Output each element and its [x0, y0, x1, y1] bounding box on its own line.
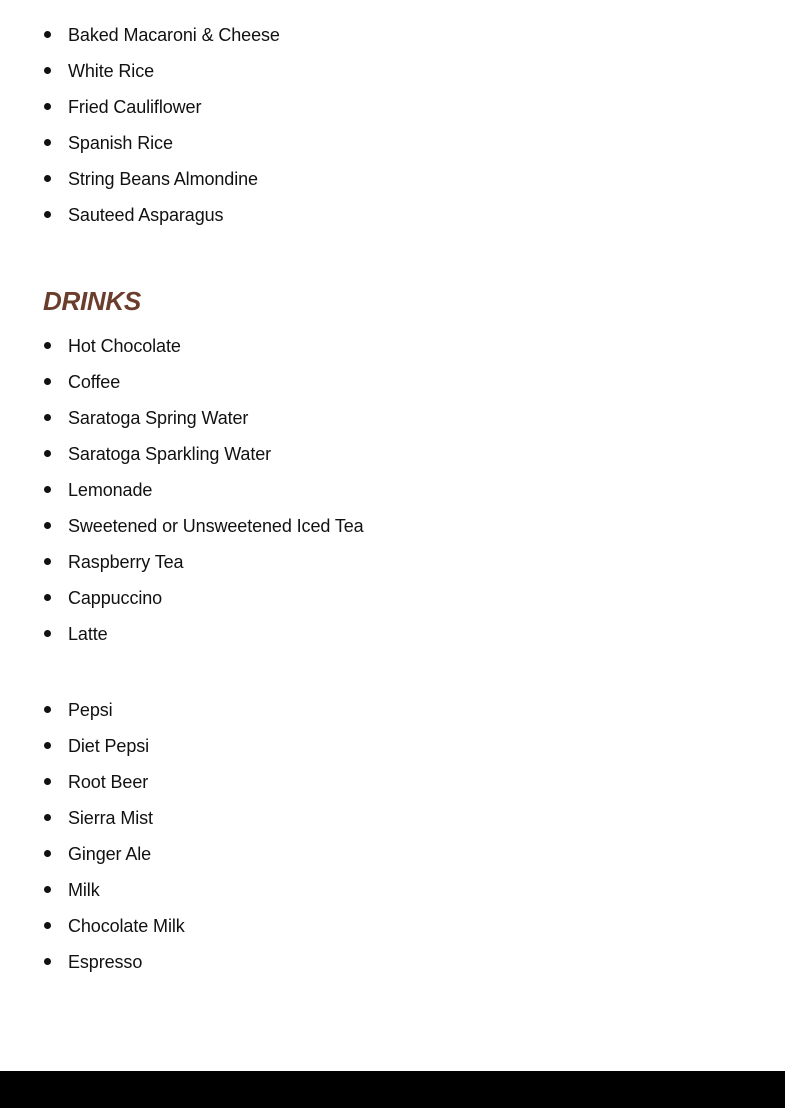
- bullet-icon: [44, 450, 51, 457]
- bullet-icon: [44, 342, 51, 349]
- list-item-label: White Rice: [68, 60, 155, 81]
- bullet-icon: [44, 378, 51, 385]
- list-item-label: Diet Pepsi: [68, 735, 150, 756]
- list-item: [44, 800, 185, 836]
- list-item-label: Hot Chocolate: [68, 335, 181, 356]
- bullet-icon: [44, 486, 51, 493]
- bullet-icon: [44, 103, 51, 110]
- list-item: [44, 400, 364, 436]
- bullet-icon: [44, 886, 51, 893]
- list-item: [44, 872, 185, 908]
- list-item: [44, 616, 364, 652]
- bullet-icon: [44, 211, 51, 218]
- list-item-label: Sauteed Asparagus: [68, 204, 224, 225]
- drinks-list: [44, 328, 364, 652]
- bullet-icon: [44, 558, 51, 565]
- list-item: [44, 125, 280, 161]
- list-item: [44, 161, 280, 197]
- list-item: [44, 728, 185, 764]
- list-item-label: Espresso: [68, 951, 143, 972]
- list-item: [44, 692, 185, 728]
- bullet-icon: [44, 814, 51, 821]
- list-item-label: Coffee: [68, 371, 121, 392]
- list-item: [44, 580, 364, 616]
- bullet-icon: [44, 706, 51, 713]
- list-item: [44, 836, 185, 872]
- drinks-heading: DRINKS: [43, 286, 141, 316]
- list-item-label: Sweetened or Unsweetened Iced Tea: [68, 515, 364, 536]
- bullet-icon: [44, 522, 51, 529]
- list-item: [44, 197, 280, 233]
- list-item-label: Ginger Ale: [68, 843, 152, 864]
- list-item: [44, 472, 364, 508]
- list-item: [44, 508, 364, 544]
- bullet-icon: [44, 175, 51, 182]
- list-item: [44, 944, 185, 980]
- list-item: [44, 17, 280, 53]
- bullet-icon: [44, 31, 51, 38]
- sides-list: [44, 17, 280, 233]
- list-item-label: Sierra Mist: [68, 807, 153, 828]
- list-item: [44, 764, 185, 800]
- bullet-icon: [44, 778, 51, 785]
- list-item-label: Root Beer: [68, 771, 149, 792]
- list-item: [44, 89, 280, 125]
- list-item-label: Fried Cauliflower: [68, 96, 202, 117]
- bullet-icon: [44, 958, 51, 965]
- list-item-label: Chocolate Milk: [68, 915, 185, 936]
- drinks-list-soda: [44, 692, 185, 980]
- list-item-label: Raspberry Tea: [68, 551, 184, 572]
- list-item-label: Saratoga Sparkling Water: [68, 443, 272, 464]
- list-item-label: Milk: [68, 879, 100, 900]
- list-item-label: Latte: [68, 623, 108, 644]
- list-item-label: Saratoga Spring Water: [68, 407, 249, 428]
- list-item-label: Spanish Rice: [68, 132, 173, 153]
- list-item: [44, 908, 185, 944]
- bullet-icon: [44, 594, 51, 601]
- bullet-icon: [44, 850, 51, 857]
- list-item: [44, 328, 364, 364]
- bullet-icon: [44, 139, 51, 146]
- bullet-icon: [44, 630, 51, 637]
- bullet-icon: [44, 742, 51, 749]
- list-item-label: Cappuccino: [68, 587, 163, 608]
- bullet-icon: [44, 414, 51, 421]
- bullet-icon: [44, 922, 51, 929]
- list-item: [44, 53, 280, 89]
- list-item-label: String Beans Almondine: [68, 168, 258, 189]
- list-item: [44, 364, 364, 400]
- list-item: [44, 544, 364, 580]
- list-item-label: Baked Macaroni & Cheese: [68, 24, 280, 45]
- footer-bar: [0, 1071, 785, 1108]
- bullet-icon: [44, 67, 51, 74]
- list-item: [44, 436, 364, 472]
- list-item-label: Lemonade: [68, 479, 153, 500]
- list-item-label: Pepsi: [68, 699, 113, 720]
